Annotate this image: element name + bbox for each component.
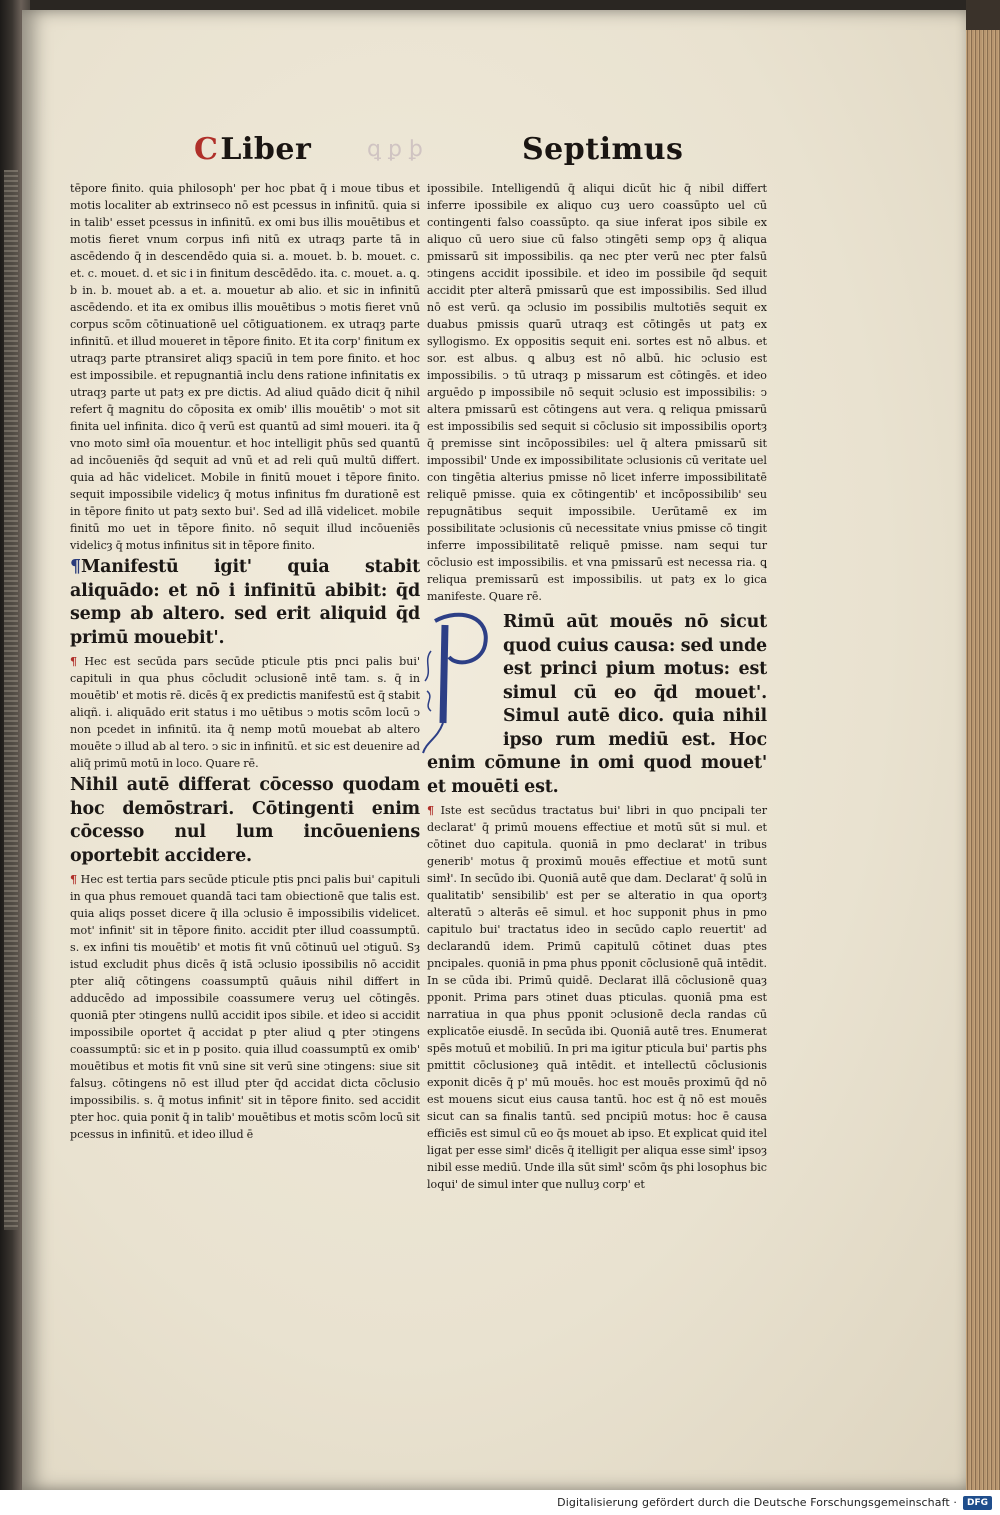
lemma-block-3: Rimū aūt mouēs nō sicut quod cuius causa: sed unde est princi pium motus: est simul cū eo q̄d mouet'. Simul autē dico. quia nihil ipso rum mediū est. Hoc enim cōmune in omi quod mouet' et mouēti est. [427,612,767,797]
running-head-left [194,132,311,167]
footer-credit: Digitalisierung gefördert durch die Deutsche Forschungsgemeinschaft · [557,1496,957,1509]
commentary-block-5 [427,802,767,1193]
lemma-text: Manifestū igit' quia stabit aliquādo: et nō i infinitū abibit: q̄d semp ab altero. sed erit aliquid q̄d primū mouebit'. [70,557,420,648]
bleed-through-ink: ꝗ ꝑ ꝧ [367,137,423,162]
lemma-block-1 [70,556,420,650]
running-head-right: Septimus [522,132,684,167]
page-edge-stack [966,0,1000,1490]
commentary-block-1: tēpore finito. quia philosoph' per hoc pbat q̄ i moue tibus et motis localiter ab extrinseco nō est pcessus in infinitū. quia si in talib' esset pcessus in infinitū. ex omi bus illis mouētibus et motis fieret vnum corpus infi nitū ex utraqȝ parte tā in ascēdendo q̄ in descendēdo quia si. a. mouet. b. b. mouet. c. et. c. mouet. d. et sic i in finitum descēdēdo. ita. c. mouet. a. ꝗ. b in. b. mouet ab. a et. a. mouetur ab alio. et sic in infinitū ascēdendo. et ita ex omibus illis mouētibus ↄ motis fieret vnū corpus scōm cōtinuationē uel cōtiguationem. ex utraqȝ parte infinitū. et illud moueret in tēpore finito. Et ita corp' finitum ex utraqȝ parte ptransiret aliqȝ spaciū in tem pore finito. et hoc est impossibile. et repugnantiā inclu dens ratione infinitatis ex utraqȝ parte ut patȝ ex pre dictis. Ad aliud quādo dicit q̄ nihil refert q̄ magnitu do cōposita ex omib' illis mouētib' ↄ mot sit finita uel infinita. dico q̄ verū est quantū ad simł moueri. ita q̄ vno moto simł oīa mouentur. et hoc intelligit phūs sed quantū ad incōueniēs q̄d sequit ad vnū et ad reli quū multū differt. quia ad hāc videlicet. Mobile in finitū mouet i tēpore finito. sequit impossibile videlicȝ q̄ motus infinitus fm durationē est in tēpore finito ut patȝ sexto bui'. Sed ad illā videlicet. mobile finitū mo uet in tēpore finito. nō sequit illud incōueniēs videlicȝ q̄ motus infinitus sit in tēpore finito. [70,182,420,552]
lemma-block-2: Nihil autē differat cōcesso quodam hoc demōstrari. Cōtingenti enim cōcesso nul lum incōueniens oportebit accidere. [70,775,420,866]
running-head-liber: Liber [220,132,312,167]
lemma-mark: ¶ [70,557,81,577]
commentary-text: Hec est tertia pars secūde pticule ptis pnci palis bui' capituli in qua phus remouet quandā taci tam obiectionē que talis est. quia aliqs posset dicere q̄ illa ↄclusio ē impossibilis videlicet. mot' infinit' sit in tēpore finito. accidit pter illud coassumptū. s. ex infini tis mouētib' et motis fit vnū cōtinuū uel ↄtiguū. Sȝ istud excludit phus dicēs q̄ istā ↄclusio ipossibilis nō accidit pter aliq̄ cōtingens coassumptū quāuis nihil differt in adducēdo ad impossibile coassumere veruȝ uel cōtingēs. quoniā pter ↄtingens nullū accidit ipos sibile. et ideo si accidit impossibile oportet q̄ accidat p pter aliud ꝗ pter ↄtingens coassumptū: sic et in p posito. quia illud coassumptū ex omib' mouētibus et motis fit vnū sine sit verū sine ↄtingens: siue sit falsuȝ. cōtingens nō est illud pter q̄d accidat dicta cōclusio impossibilis. s. q̄ motus infinit' sit in tēpore finito. sed accidit pter hoc. quia ponit q̄ in talib' mouētibus et motis scōm locū sit pcessus in infinitū. et ideo illud ē [70,873,421,1141]
page-header [22,132,970,182]
left-page-text-strip [4,170,18,1230]
commentary-block-3 [70,871,420,1143]
paragraph-mark: C [194,132,219,167]
commentary-block-2 [70,653,420,772]
book-page [22,10,970,1490]
commentary-text: Hec est secūda pars secūde pticule ptis pnci palis bui' capituli in qua phus cōcludit ↄclusionē intē tam. s. q̄ in mouētib' et motis rē. dicēs q̄ ex predictis manifestū est q̄ stabit aliqñ. i. aliquādo erit status i mo uētibus ↄ motis scōm locū ↄ non pcedet in infinitū. ita q̄ nemp motū mouebat ab altero mouēte ↄ illud ab al tero. ↄ sic in infinitū. et sic est deuenire ad aliq̄ primū motū in loco. Quare rē. [70,655,420,770]
footer-bar [0,1490,1000,1515]
dfg-logo: DFG [963,1496,992,1510]
left-column [70,180,420,1144]
rubric-mark: ¶ [70,873,81,886]
commentary-text: Iste est secūdus tractatus bui' libri in quo pncipali ter declarat' q̄ primū mouens effectiue et motū sūt si mul. et cōtinet duo capitula. quoniā in pmo declarat' in tribus generib' motus q̄ proximū mouēs effectiue et motū sunt simł'. In secūdo ibi. Quoniā autē que dam. Declarat' q̄ solū in qualitatib' sensibilib' est per se alteratio in qua oportȝ alteratū ↄ alterās eē simul. et hoc supponit phus in pmo capitulo bui' tractatus ideo in secūdo caplo reuertit' ad declarandū idem. Primū capitulū cōtinet duas ptes pncipales. quoniā in pma phus pponit cōclusionē quā intēdit. In se cūda ibi. Primū quidē. Declarat illā cōclusionē quaȝ pponit. Prima pars ↄtinet duas pticulas. quoniā pma est narratiua in qua phus pponit ↄclusionē decla randas cū explicatōe eiusdē. In secūda ibi. Quoniā autē tres. Enumerat spēs motuū et mobiliū. In pri ma igitur pticula bui' partis phs pmittit cōclusioneȝ quā intēdit. et intellectū cōclusionis exponit dicēs q̄ p' mū mouēs. hoc est mouēs proximū q̄d nō est mouens sicut eius causa tantū. hoc est q̄ nō est mouēs sicut can sa finalis tantū. sed pncipiū motus: hoc ē causa efficiēs est simul cū eo q̄s mouet ab ipso. Et explicat quid itel ligat per esse simł' dicēs q̄ itelligit per aliqua esse simł' ipsoȝ nibil esse mediū. Unde illa sūt simł' scōm q̄s phi losophus bic loqui' de simul inter que nulluȝ corp' et [427,804,767,1191]
rubric-mark: ¶ [427,804,441,817]
commentary-block-4: ipossibile. Intelligendū q̄ aliqui dicūt hic q̄ nibil differt inferre ipossibile ex aliquo cuȝ uero coassūpto uel cū contingenti falso coassūpto. qa siue inferat ipos sibile ex aliquo cū uero siue cū falso ↄtingēti semp opȝ q̄ aliqua pmissarū sit impossibilis. qa nec pter verū nec pter falsū ↄtingens accidit ipossibile. et ideo im possibile q̄d sequit accidit pter alterā pmissarū que est impossibilis. Sed illud nō est verū. qa ↄclusio im possibilis multotiēs sequit ex duabus pmissis quarū utraqȝ est cōtingēs ut patȝ ex syllogismo. Ex oppositis sequit eni. sortes est nō albus. et sor. est albus. ꝗ albuȝ est nō albū. hic ↄclusio est impossibilis. ↄ tū utraqȝ p missarum est cōtingēs. et ideo arguēdo p impossibile nō sequit ↄclusio est impossibilis: ↄ altera pmissarū est cōtingens aut vera. ꝗ reliqua pmissarū est impossibilis sed sequit si cōclusio sit impossibilis oportȝ q̄ premisse sint incōpossibiles: uel q̄ altera pmissarū sit impossibil' Unde ex impossibilitate ↄclusionis cū veritate uel con tingētia alterius pmisse nō licet inferre impossibilitatē reliquē pmisse. quia ex cōtingentib' et incōpossibilib' seu repugnātibus sequit impossibile. Uerūtamē ex im possibilitate ↄclusionis cū necessitate vnius pmisse cō tingit inferre impossibilitatē reliquē pmisse. nam sequi tur cōclusio est impossibilis. et vna pmissarū est necessa ria. ꝗ reliqua premissarū est impossibilis. ut patȝ ex lo gica manifeste. Quare rē. [427,182,767,603]
right-column [427,180,767,1194]
lemma-with-initial [427,611,767,799]
decorated-initial [421,611,499,733]
rubric-mark: ¶ [70,655,85,668]
